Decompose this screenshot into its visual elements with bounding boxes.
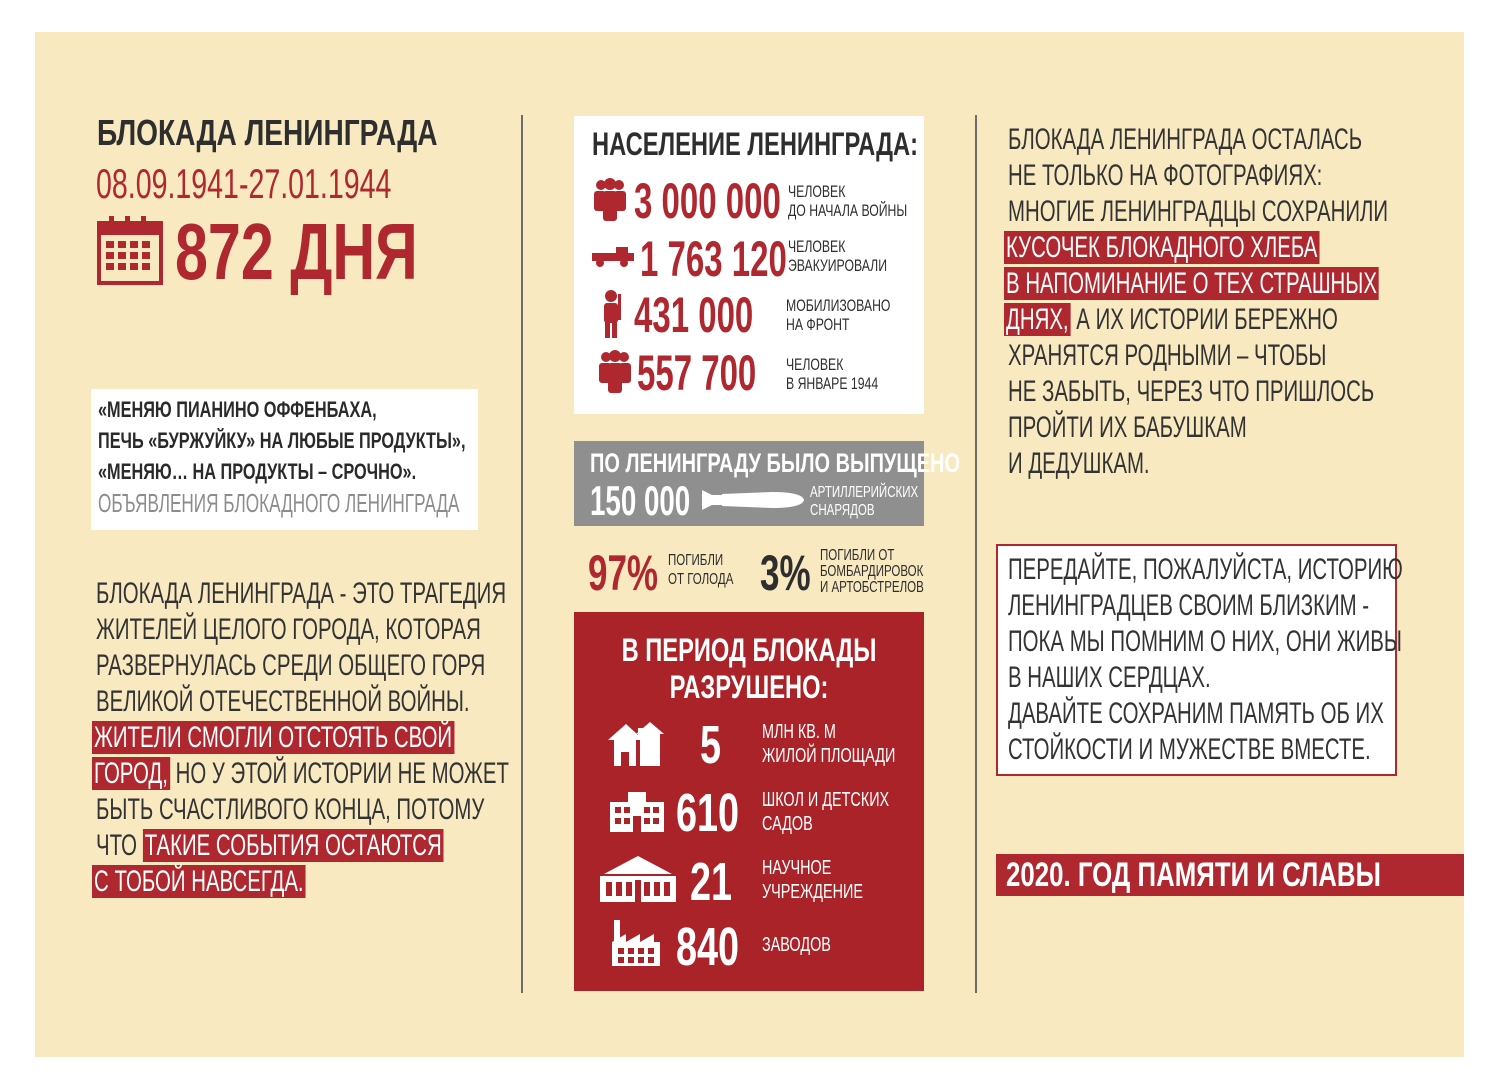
- column-divider-right: [975, 115, 977, 993]
- institution-icon: [600, 856, 676, 902]
- population-number: 557 700: [637, 345, 757, 401]
- bombing-label: ПОГИБЛИ ОТ: [820, 547, 895, 564]
- quote-source: ОБЪЯВЛЕНИЯ БЛОКАДНОГО ЛЕНИНГРАДА: [98, 488, 460, 518]
- blockade-dates: 08.09.1941-27.01.1944: [96, 160, 392, 207]
- highlight-text: С ТОБОЙ НАВСЕГДА.: [92, 865, 306, 898]
- right-paragraph-line-4: [1004, 230, 1319, 266]
- hunger-label: ОТ ГОЛОДА: [668, 571, 734, 588]
- highlight-text: ЖИТЕЛИ СМОГЛИ ОТСТОЯТЬ СВОЙ: [92, 721, 454, 754]
- quote-line-1: «МЕНЯЮ ПИАНИНО ОФФЕНБАХА,: [98, 397, 377, 422]
- right-paragraph-line-6: [1004, 302, 1338, 338]
- population-number: 431 000: [634, 287, 754, 343]
- left-paragraph-line-1: БЛОКАДА ЛЕНИНГРАДА - ЭТО ТРАГЕДИЯ: [96, 577, 507, 610]
- school-icon: [610, 792, 664, 832]
- right-paragraph-line-3: МНОГИЕ ЛЕНИНГРАДЦЫ СОХРАНИЛИ: [1008, 195, 1389, 228]
- highlight-text: ГОРОД,: [92, 757, 170, 790]
- population-label: МОБИЛИЗОВАНО: [786, 296, 891, 315]
- bombing-label: БОМБАРДИРОВОК: [820, 563, 924, 580]
- population-label: ЧЕЛОВЕК: [788, 182, 846, 201]
- left-paragraph-line-8: [96, 828, 444, 864]
- population-label: ЧЕЛОВЕК: [788, 237, 846, 256]
- destroyed-number: 610: [676, 783, 740, 843]
- note-line-3: ПОКА МЫ ПОМНИМ О НИХ, ОНИ ЖИВЫ: [1008, 625, 1402, 658]
- note-line-6: СТОЙКОСТИ И МУЖЕСТВЕ ВМЕСТЕ.: [1008, 733, 1371, 766]
- left-paragraph-line-3: РАЗВЕРНУЛАСЬ СРЕДИ ОБЩЕГО ГОРЯ: [96, 649, 486, 682]
- calendar-icon: [97, 215, 163, 285]
- column-divider-left: [521, 115, 523, 993]
- year-title: 2020. ГОД ПАМЯТИ И СЛАВЫ: [1006, 856, 1381, 894]
- highlight-text: ДНЯХ,: [1004, 303, 1071, 336]
- destroyed-label: МЛН КВ. М: [762, 721, 836, 743]
- population-label: В ЯНВАРЕ 1944: [786, 374, 879, 393]
- right-paragraph-line-1: БЛОКАДА ЛЕНИНГРАДА ОСТАЛАСЬ: [1008, 123, 1363, 156]
- truck-icon: [592, 244, 634, 268]
- paragraph-text: А ИХ ИСТОРИИ БЕРЕЖНО: [1070, 303, 1338, 336]
- page-title: БЛОКАДА ЛЕНИНГРАДА: [97, 112, 438, 153]
- shell-icon: [700, 486, 804, 514]
- house-icon: [608, 718, 664, 766]
- destroyed-title: [574, 632, 924, 706]
- shells-number: 150 000: [590, 477, 691, 524]
- people-group-icon: [597, 350, 633, 394]
- destroyed-label: ШКОЛ И ДЕТСКИХ: [762, 789, 890, 811]
- right-paragraph-line-7: ХРАНЯТСЯ РОДНЫМИ – ЧТОБЫ: [1008, 339, 1327, 372]
- population-label: НА ФРОНТ: [786, 315, 850, 334]
- destroyed-label: САДОВ: [762, 813, 813, 835]
- factory-icon: [612, 920, 660, 966]
- paragraph-text: НО У ЭТОЙ ИСТОРИИ НЕ МОЖЕТ: [169, 757, 509, 790]
- quote-line-2: ПЕЧЬ «БУРЖУЙКУ» НА ЛЮБЫЕ ПРОДУКТЫ»,: [98, 428, 466, 453]
- highlight-text: ТАКИЕ СОБЫТИЯ ОСТАЮТСЯ: [143, 829, 444, 862]
- population-title: НАСЕЛЕНИЕ ЛЕНИНГРАДА:: [592, 126, 919, 162]
- right-paragraph-line-5: [1004, 266, 1379, 302]
- quote-line-3: «МЕНЯЮ… НА ПРОДУКТЫ – СРОЧНО».: [98, 459, 417, 484]
- left-paragraph-line-5: [92, 720, 454, 756]
- destroyed-label: ЖИЛОЙ ПЛОЩАДИ: [762, 745, 896, 767]
- paragraph-text: ЧТО: [96, 829, 138, 862]
- destroyed-title-line-2: РАЗРУШЕНО:: [669, 669, 829, 705]
- people-group-icon: [592, 178, 628, 222]
- left-paragraph-line-6: [92, 756, 509, 792]
- population-label: ДО НАЧАЛА ВОЙНЫ: [788, 201, 908, 220]
- highlight-text: КУСОЧЕК БЛОКАДНОГО ХЛЕБА: [1004, 231, 1319, 264]
- note-line-2: ЛЕНИНГРАДЦЕВ СВОИМ БЛИЗКИМ -: [1008, 589, 1370, 622]
- destroyed-number: 840: [676, 917, 740, 977]
- bombing-percent: 3%: [760, 545, 811, 601]
- highlight-text: В НАПОМИНАНИЕ О ТЕХ СТРАШНЫХ: [1004, 267, 1379, 300]
- shells-label: АРТИЛЛЕРИЙСКИХ: [810, 484, 919, 501]
- days-count: 872 ДНЯ: [175, 207, 418, 296]
- shells-label: СНАРЯДОВ: [810, 502, 875, 519]
- left-paragraph-line-2: ЖИТЕЛЕЙ ЦЕЛОГО ГОРОДА, КОТОРАЯ: [96, 613, 481, 646]
- destroyed-label: ЗАВОДОВ: [762, 934, 831, 956]
- hunger-percent: 97%: [588, 545, 659, 601]
- destroyed-number: 21: [690, 852, 733, 912]
- destroyed-label: НАУЧНОЕ: [762, 857, 832, 879]
- left-paragraph-line-4: ВЕЛИКОЙ ОТЕЧЕСТВЕННОЙ ВОЙНЫ.: [96, 685, 470, 718]
- right-paragraph-line-10: И ДЕДУШКАМ.: [1008, 447, 1150, 480]
- note-line-4: В НАШИХ СЕРДЦАХ.: [1008, 661, 1211, 694]
- destroyed-number: 5: [700, 715, 722, 775]
- destroyed-label: УЧРЕЖДЕНИЕ: [762, 881, 863, 903]
- right-paragraph-line-8: НЕ ЗАБЫТЬ, ЧЕРЕЗ ЧТО ПРИШЛОСЬ: [1008, 375, 1375, 408]
- population-label: ЭВАКУИРОВАЛИ: [788, 256, 887, 275]
- right-paragraph-line-2: НЕ ТОЛЬКО НА ФОТОГРАФИЯХ:: [1008, 159, 1323, 192]
- population-number: 3 000 000: [634, 173, 781, 229]
- note-line-1: ПЕРЕДАЙТЕ, ПОЖАЛУЙСТА, ИСТОРИЮ: [1008, 553, 1403, 586]
- shells-title: ПО ЛЕНИНГРАДУ БЫЛО ВЫПУЩЕНО: [590, 448, 961, 478]
- hunger-label: ПОГИБЛИ: [668, 552, 724, 569]
- note-line-5: ДАВАЙТЕ СОХРАНИМ ПАМЯТЬ ОБ ИХ: [1008, 697, 1384, 730]
- population-number: 1 763 120: [640, 231, 787, 287]
- population-label: ЧЕЛОВЕК: [786, 355, 844, 374]
- left-paragraph-line-9: [92, 864, 306, 900]
- left-paragraph-line-7: БЫТЬ СЧАСТЛИВОГО КОНЦА, ПОТОМУ: [96, 793, 485, 826]
- soldier-icon: [598, 290, 624, 338]
- right-paragraph-line-9: ПРОЙТИ ИХ БАБУШКАМ: [1008, 411, 1247, 444]
- destroyed-title-line-1: В ПЕРИОД БЛОКАДЫ: [621, 632, 877, 668]
- bombing-label: И АРТОБСТРЕЛОВ: [820, 579, 924, 596]
